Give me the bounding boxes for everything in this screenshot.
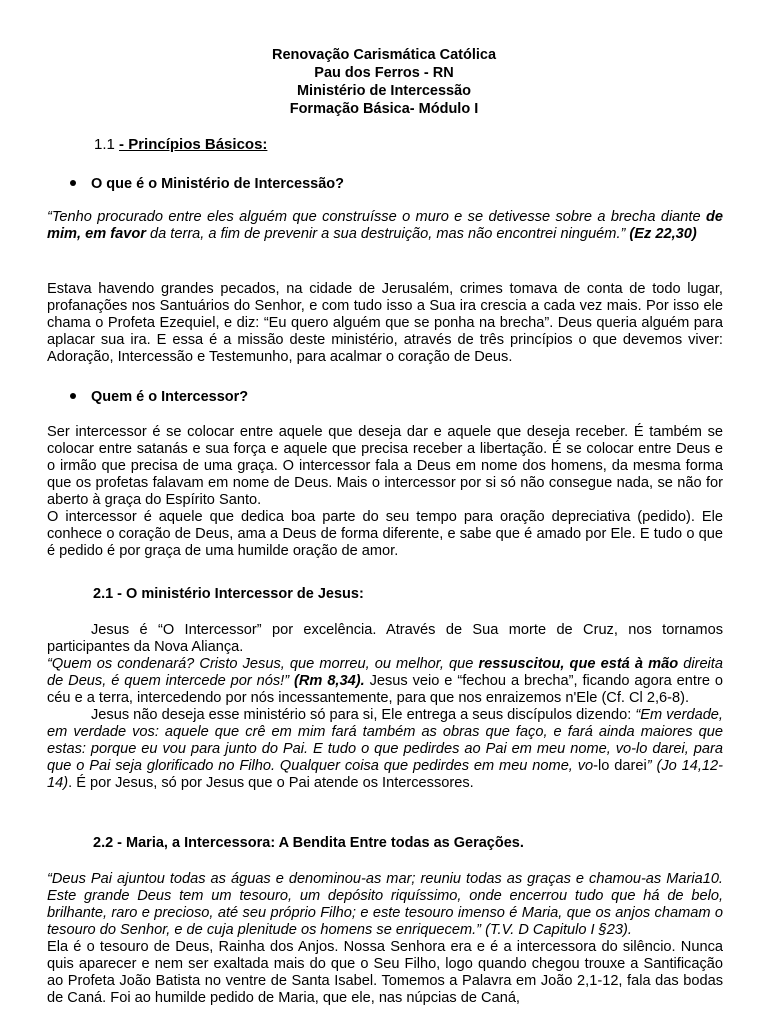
section-1-1-number: 1.1 xyxy=(94,136,115,153)
question-1-text: O que é o Ministério de Intercessão? xyxy=(91,176,345,192)
section-2-1-body xyxy=(47,622,723,792)
romans-quote-d: Jesus veio e “fechou a brecha” xyxy=(364,673,574,689)
john-quote-b: -lo darei xyxy=(593,758,647,774)
romans-quote-c: direita de Deus, é quem intercede por nós!” xyxy=(47,656,723,689)
maria-quote: “Deus Pai ajuntou todas as águas e denominou-as mar; reuniu todas as graças e chamou-as Maria10. Este grande Deus tem um tesouro, um depósito riquíssimo, onde encerrou tudo que há de belo, brilhante, raro e precioso, até seu próprio Filho; e este tesouro imenso é Maria, que os anjos chamam o tesouro do Senhor, e de cuja plenitude os homens se enriquecem.” (T.V. D Capitulo I §23). xyxy=(47,871,723,938)
paragraph-jerusalem-part-b: . Deus queria alguém para aplacar sua ira. E essa é a missão deste ministério, através de três princípios o que devemos viver: Adoração, Intercessão e Testemunho, para acalmar o coração de Deus. xyxy=(47,315,723,365)
paragraph-jerusalem-quote: “Eu quero alguém que se ponha na brecha” xyxy=(263,315,550,331)
bullet-dot-icon xyxy=(70,393,76,399)
john-quote-c: ” (Jo 14,12-14) xyxy=(47,758,724,791)
quote-ezequiel-part-a: “Tenho procurado entre eles alguém que construísse o muro e se detivesse sobre a brecha diante xyxy=(47,209,706,225)
bullet-dot-icon xyxy=(70,180,76,186)
romans-quote-e: , ficando agora entre o céu e a terra, intercedendo por nós incessantemente, para que nos enraizemos n'Ele (Cf. Cl 2,6-8). xyxy=(47,673,723,706)
header-line-3: Ministério de Intercessão xyxy=(296,83,472,99)
paragraph-intercessor-1: Ser intercessor é se colocar entre aquele que deseja dar e aquele que deseja receber. É também se colocar entre satanás e sua força e aquele que precisa receber a libertação. É se colocar entre Deus e o irmão que precisa de uma graça. O intercessor fala a Deus em nome dos homens, da mesma forma que os profetas falavam em nome de Deus. Mais o intercessor por si só não consegue nada, se não for aberto à graça do Espírito Santo. xyxy=(47,424,723,508)
question-2-text: Quem é o Intercessor? xyxy=(91,389,249,405)
quote-ezequiel xyxy=(47,209,723,243)
maria-paragraph: Ela é o tesouro de Deus, Rainha dos Anjos. Nossa Senhora era e é a intercessora do silêncio. Nunca quis aparecer e nem ser exaltada mais do que o Seu Filho, logo quando chegou trouxe a Santificação ao Profeta João Batista no ventre de Santa Isabel. Tomemos a Palavra em João 2,1-12, fala das bodas de Caná. Foi ao humilde pedido de Maria, que ele, nas núpcias de Caná, xyxy=(47,939,723,1006)
john-closing: . É por Jesus, só por Jesus que o Pai atende os Intercessores. xyxy=(68,775,474,791)
document-header xyxy=(0,46,768,118)
quote-ezequiel-part-b: de mim, em favor xyxy=(47,209,723,242)
jesus-intercessor-text-b: de Cruz, nos tornamos participantes da Nova Aliança. xyxy=(47,622,724,655)
paragraph-jerusalem xyxy=(47,281,723,366)
john-intro: Jesus não deseja esse ministério só para si, Ele entrega a seus discípulos dizendo: xyxy=(91,707,636,723)
section-1-1-heading xyxy=(94,136,267,154)
jesus-intercessor-text-a: Jesus é “O Intercessor” por excelência. Através de Sua morte xyxy=(91,622,547,638)
header-line-1: Renovação Carismática Católica xyxy=(271,47,497,63)
quote-ezequiel-part-c: da terra, a fim de prevenir a sua destruição, mas não encontrei ninguém.” xyxy=(145,226,630,242)
paragraph-jerusalem-part-a: Estava havendo grandes pecados, na cidade de Jerusalém, crimes tomava de conta de todo lugar, profanações nos Santuários do Senhor, e com tudo isso a Sua ira crescia a cada vez mais. Por isso ele chama o Profeta Ezequiel, e diz: xyxy=(47,281,723,331)
section-1-1-title: - Princípios Básicos: xyxy=(119,136,268,153)
section-2-1-heading: 2.1 - O ministério Intercessor de Jesus: xyxy=(93,586,364,602)
section-2-2-heading: 2.2 - Maria, a Intercessora: A Bendita Entre todas as Gerações. xyxy=(93,835,524,851)
quote-ezequiel-ref: (Ez 22,30) xyxy=(629,226,697,242)
bullet-question-1 xyxy=(70,175,344,193)
romans-quote-a: “Quem os condenará? Cristo Jesus, que morreu, ou melhor, que xyxy=(47,656,479,672)
paragraph-intercessor xyxy=(47,424,723,560)
romans-quote-ref: (Rm 8,34). xyxy=(294,673,365,689)
header-line-2: Pau dos Ferros - RN xyxy=(314,65,454,81)
header-line-4: Formação Básica- Módulo I xyxy=(289,101,479,117)
john-quote-a: “Em verdade, em verdade vos: aquele que crê em mim fará também as obras que faço, e fará ainda maiores que estas: porque eu vou para junto do Pai. E tudo o que pedirdes ao Pai em meu nome, vo-lo darei, para que o Pai seja glorificado no Filho. Qualquer coisa que pedirdes em meu nome, vo xyxy=(47,707,723,774)
bullet-question-2 xyxy=(70,388,248,406)
paragraph-intercessor-2: O intercessor é aquele que dedica boa parte do seu tempo para oração depreciativa (pedido). Ele conhece o coração de Deus, ama a Deus de forma diferente, e sabe que é amado por Ele. E tudo o que é pedido é por graça de uma humilde oração de amor. xyxy=(47,509,723,559)
romans-quote-b: ressuscitou, que está à mão xyxy=(478,656,679,672)
section-2-2-body xyxy=(47,871,723,1007)
